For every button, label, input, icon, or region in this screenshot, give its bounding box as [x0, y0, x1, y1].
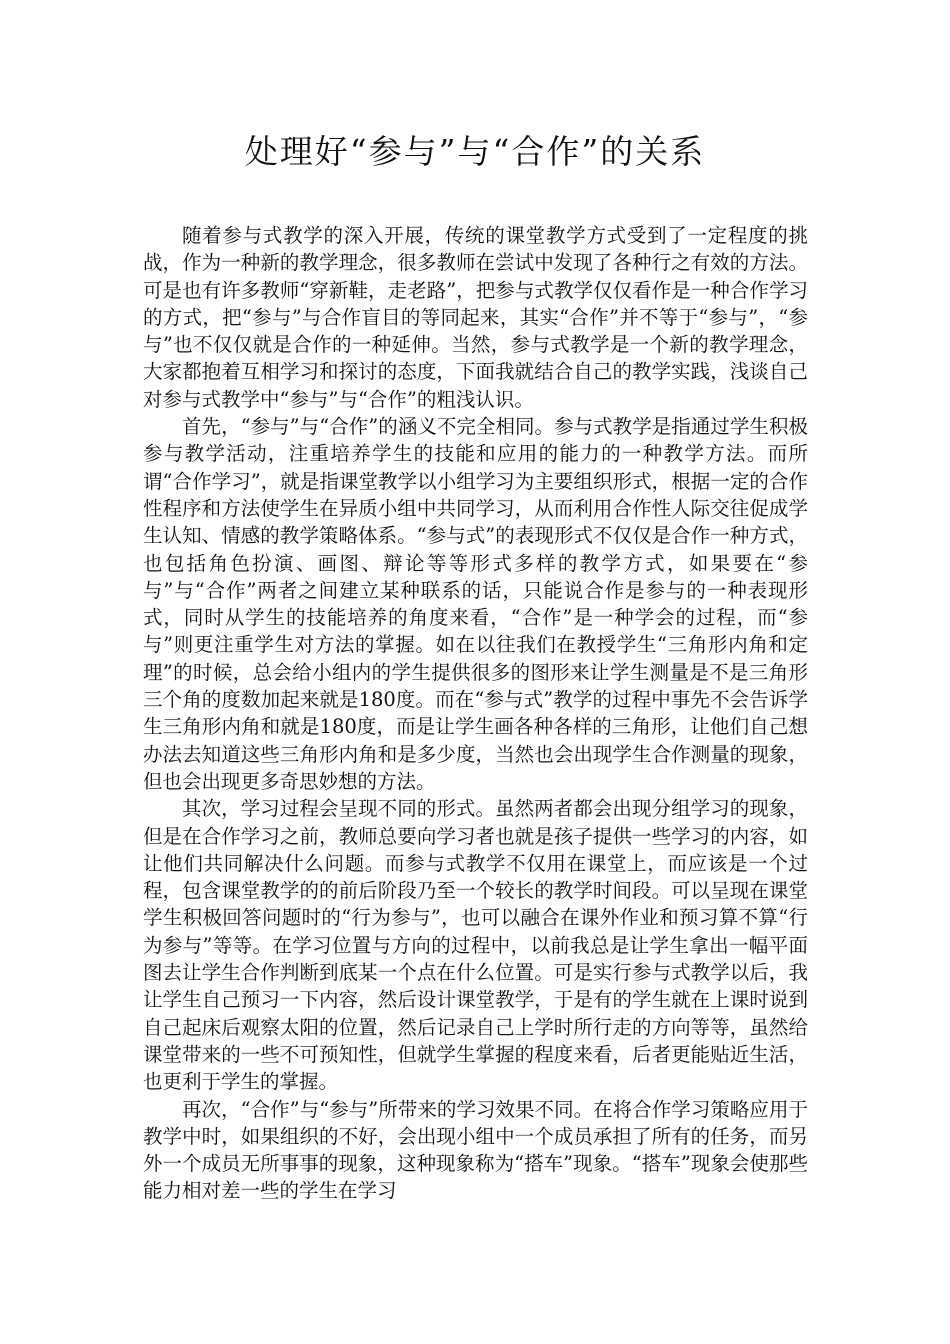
paragraph-intro: 随着参与式教学的深入开展，传统的课堂教学方式受到了一定程度的挑战，作为一种新的教学理念，很多教师在尝试中发现了各种行之有效的方法。可是也有许多教师“穿新鞋，走老路”，把参与式教学仅仅看作是一种合作学习的方式，把“参与”与合作盲目的等同起来，其实“合作”并不等于“参与”，“参与”也不仅仅就是合作的一种延伸。当然，参与式教学是一个新的教学理念，大家都抱着互相学习和探讨的态度，下面我就结合自己的教学实践，浅谈自己对参与式教学中“参与”与“合作”的粗浅认识。 [143, 224, 808, 411]
paragraph-first-point: 首先，“参与”与“合作”的涵义不完全相同。参与式教学是指通过学生积极参与教学活动，注重培养学生的技能和应用的能力的一种教学方法。而所谓“合作学习”，就是指课堂教学以小组学习为主要组织形式，根据一定的合作性程序和方法使学生在异质小组中共同学习，从而利用合作性人际交往促成学生认知、情感的教学策略体系。“参与式”的表现形式不仅仅是合作一种方式，也包括角色扮演、画图、辩论等等形式多样的教学方式，如果要在“参与”与“合作”两者之间建立某种联系的话，只能说合作是参与的一种表现形式，同时从学生的技能培养的角度来看，“合作”是一种学会的过程，而“参与”则更注重学生对方法的掌握。如在以往我们在教授学生“三角形内角和定理”的时候，总会给小组内的学生提供很多的图形来让学生测量是不是三角形三个角的度数加起来就是180度。而在“参与式”教学的过程中事先不会告诉学生三角形内角和就是180度，而是让学生画各种各样的三角形，让他们自己想办法去知道这些三角形内角和是多少度，当然也会出现学生合作测量的现象，但也会出现更多奇思妙想的方法。 [143, 415, 808, 793]
paragraph-second-point: 其次，学习过程会呈现不同的形式。虽然两者都会出现分组学习的现象，但是在合作学习之前，教师总要向学习者也就是孩子提供一些学习的内容，如让他们共同解决什么问题。而参与式教学不仅用在课堂上，而应该是一个过程，包含课堂教学的的前后阶段乃至一个较长的教学时间段。可以呈现在课堂学生积极回答问题时的“行为参与”，也可以融合在课外作业和预习算不算“行为参与”等等。在学习位置与方向的过程中，以前我总是让学生拿出一幅平面图去让学生合作判断到底某一个点在什么位置。可是实行参与式教学以后，我让学生自己预习一下内容，然后设计课堂教学，于是有的学生就在上课时说到自己起床后观察太阳的位置，然后记录自己上学时所行走的方向等等，虽然给课堂带来的一些不可预知性，但就学生掌握的程度来看，后者更能贴近生活，也更利于学生的掌握。 [143, 797, 808, 1094]
document-title: 处理好“参与”与“合作”的关系 [244, 132, 706, 171]
document-body [143, 222, 808, 1205]
paragraph-third-point: 再次，“合作”与“参与”所带来的学习效果不同。在将合作学习策略应用于教学中时，如果组织的不好，会出现小组中一个成员承担了所有的任务，而另外一个成员无所事事的现象，这种现象称为“搭车”现象。“搭车”现象会使那些能力相对差一些的学生在学习 [143, 1097, 808, 1203]
